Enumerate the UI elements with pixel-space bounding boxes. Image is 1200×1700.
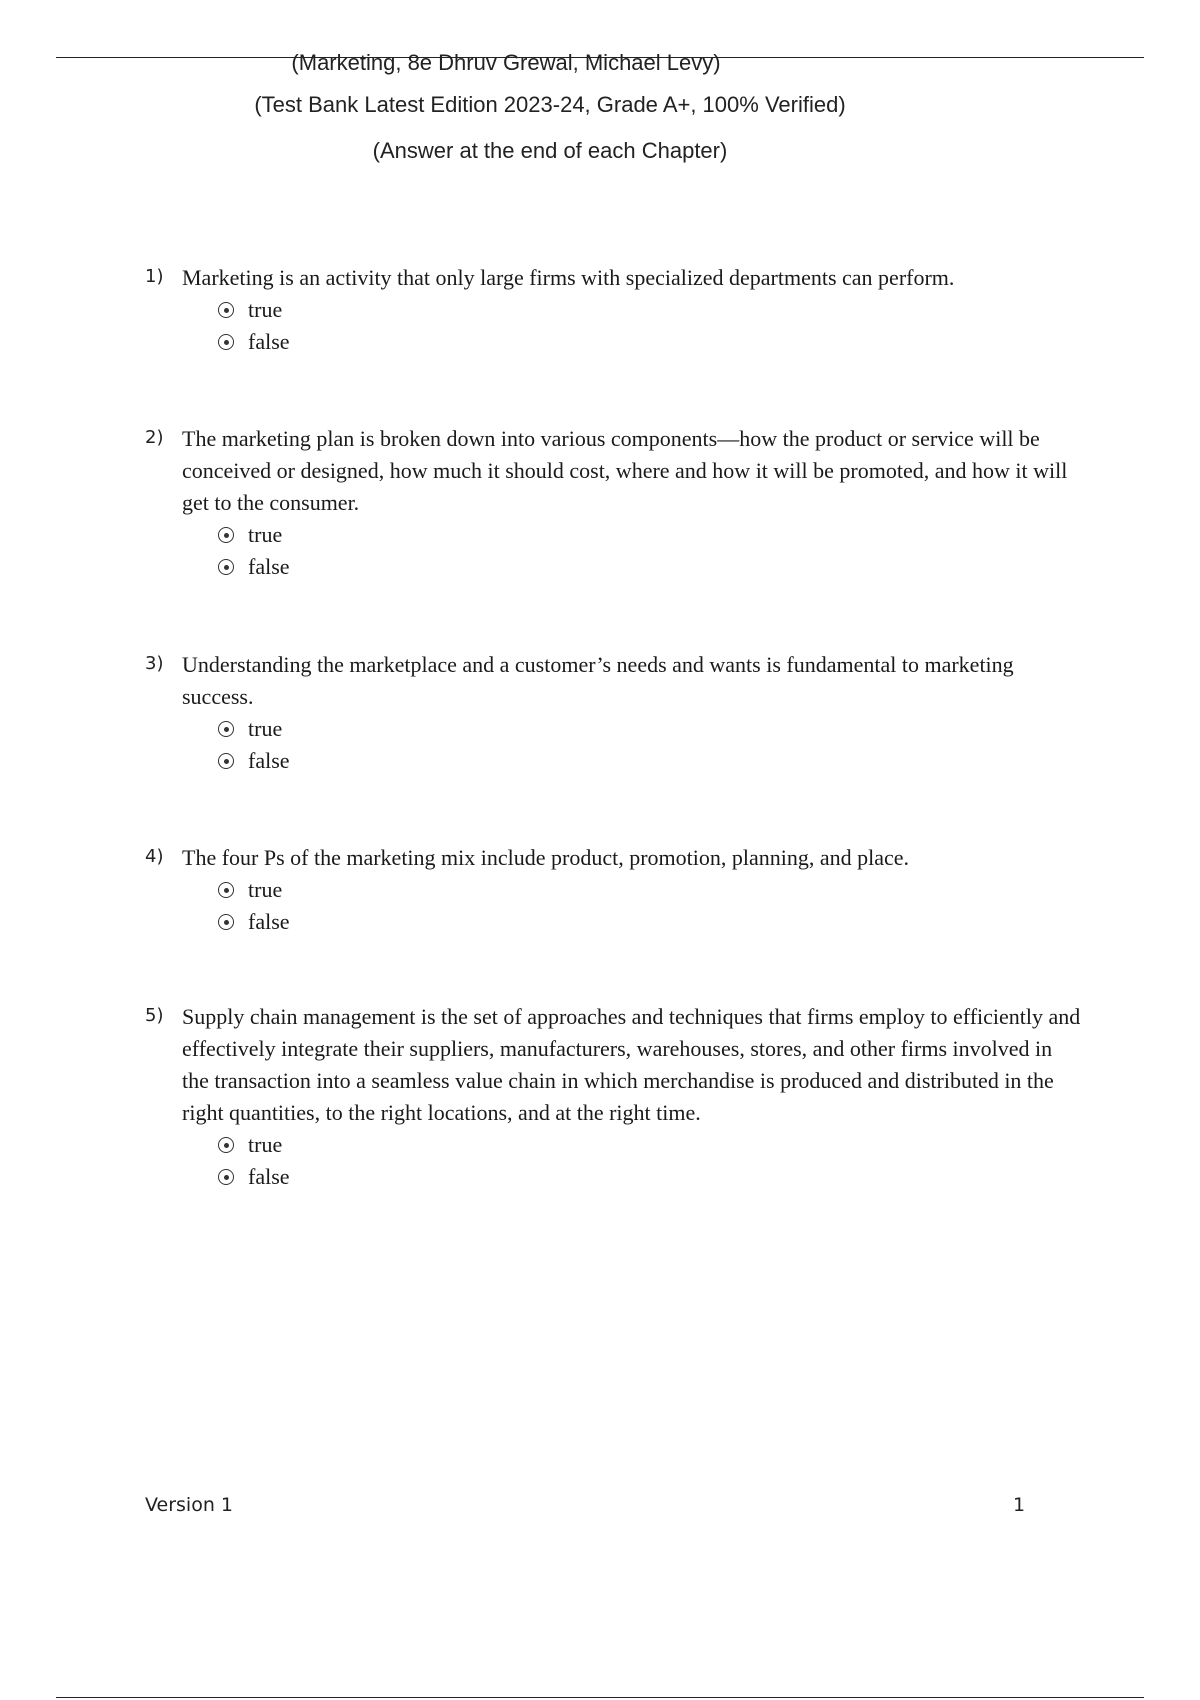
answer-options xyxy=(218,713,290,777)
option-label: false xyxy=(248,1164,290,1189)
option-false[interactable] xyxy=(218,1161,290,1193)
radio-icon[interactable] xyxy=(218,914,234,930)
version-label: Version 1 xyxy=(145,1494,233,1516)
question-text: Understanding the marketplace and a customer’s needs and wants is fundamental to marketing success. xyxy=(182,652,1014,709)
option-true[interactable] xyxy=(218,713,290,745)
radio-icon[interactable] xyxy=(218,559,234,575)
option-false[interactable] xyxy=(218,551,290,583)
option-true[interactable] xyxy=(218,519,290,551)
option-false[interactable] xyxy=(218,906,290,938)
option-false[interactable] xyxy=(218,745,290,777)
option-label: false xyxy=(248,554,290,579)
option-label: true xyxy=(248,1132,283,1157)
question-text: Supply chain management is the set of approaches and techniques that firms employ to efficiently and effectively integrate their suppliers, manufacturers, warehouses, stores, and other firms involved in the transaction into a seamless value chain in which merchandise is produced and distributed in the right quantities, to the right locations, and at the right time. xyxy=(182,1004,1081,1125)
edition-note: (Test Bank Latest Edition 2023-24, Grade A+, 100% Verified) xyxy=(254,92,846,117)
answer-options xyxy=(218,519,290,583)
radio-icon[interactable] xyxy=(218,721,234,737)
option-true[interactable] xyxy=(218,294,290,326)
radio-icon[interactable] xyxy=(218,1137,234,1153)
radio-icon[interactable] xyxy=(218,527,234,543)
option-label: false xyxy=(248,909,290,934)
answer-note: (Answer at the end of each Chapter) xyxy=(372,138,728,163)
option-true[interactable] xyxy=(218,1129,290,1161)
option-label: false xyxy=(248,329,290,354)
radio-icon[interactable] xyxy=(218,882,234,898)
option-true[interactable] xyxy=(218,874,290,906)
option-false[interactable] xyxy=(218,326,290,358)
radio-icon[interactable] xyxy=(218,753,234,769)
question-number: 4) xyxy=(145,846,164,867)
book-title: (Marketing, 8e Dhruv Grewal, Michael Levy) xyxy=(291,50,721,75)
question-number: 1) xyxy=(145,266,164,287)
radio-icon[interactable] xyxy=(218,302,234,318)
option-label: true xyxy=(248,877,283,902)
question-text: The marketing plan is broken down into various components—how the product or service will be conceived or designed, how much it should cost, where and how it will be promoted, and how it will get to the consumer. xyxy=(182,426,1068,515)
radio-icon[interactable] xyxy=(218,334,234,350)
option-label: true xyxy=(248,297,283,322)
radio-icon[interactable] xyxy=(218,1169,234,1185)
answer-options xyxy=(218,874,290,938)
answer-options xyxy=(218,294,290,358)
question-number: 2) xyxy=(145,427,164,448)
option-label: true xyxy=(248,522,283,547)
question-number: 3) xyxy=(145,653,164,674)
question-number: 5) xyxy=(145,1005,164,1026)
option-label: true xyxy=(248,716,283,741)
option-label: false xyxy=(248,748,290,773)
page-number: 1 xyxy=(1013,1494,1026,1516)
question-text: Marketing is an activity that only large firms with specialized departments can perform. xyxy=(182,265,955,290)
question-text: The four Ps of the marketing mix include product, promotion, planning, and place. xyxy=(182,845,910,870)
footer-rule xyxy=(56,1697,1144,1698)
answer-options xyxy=(218,1129,290,1193)
